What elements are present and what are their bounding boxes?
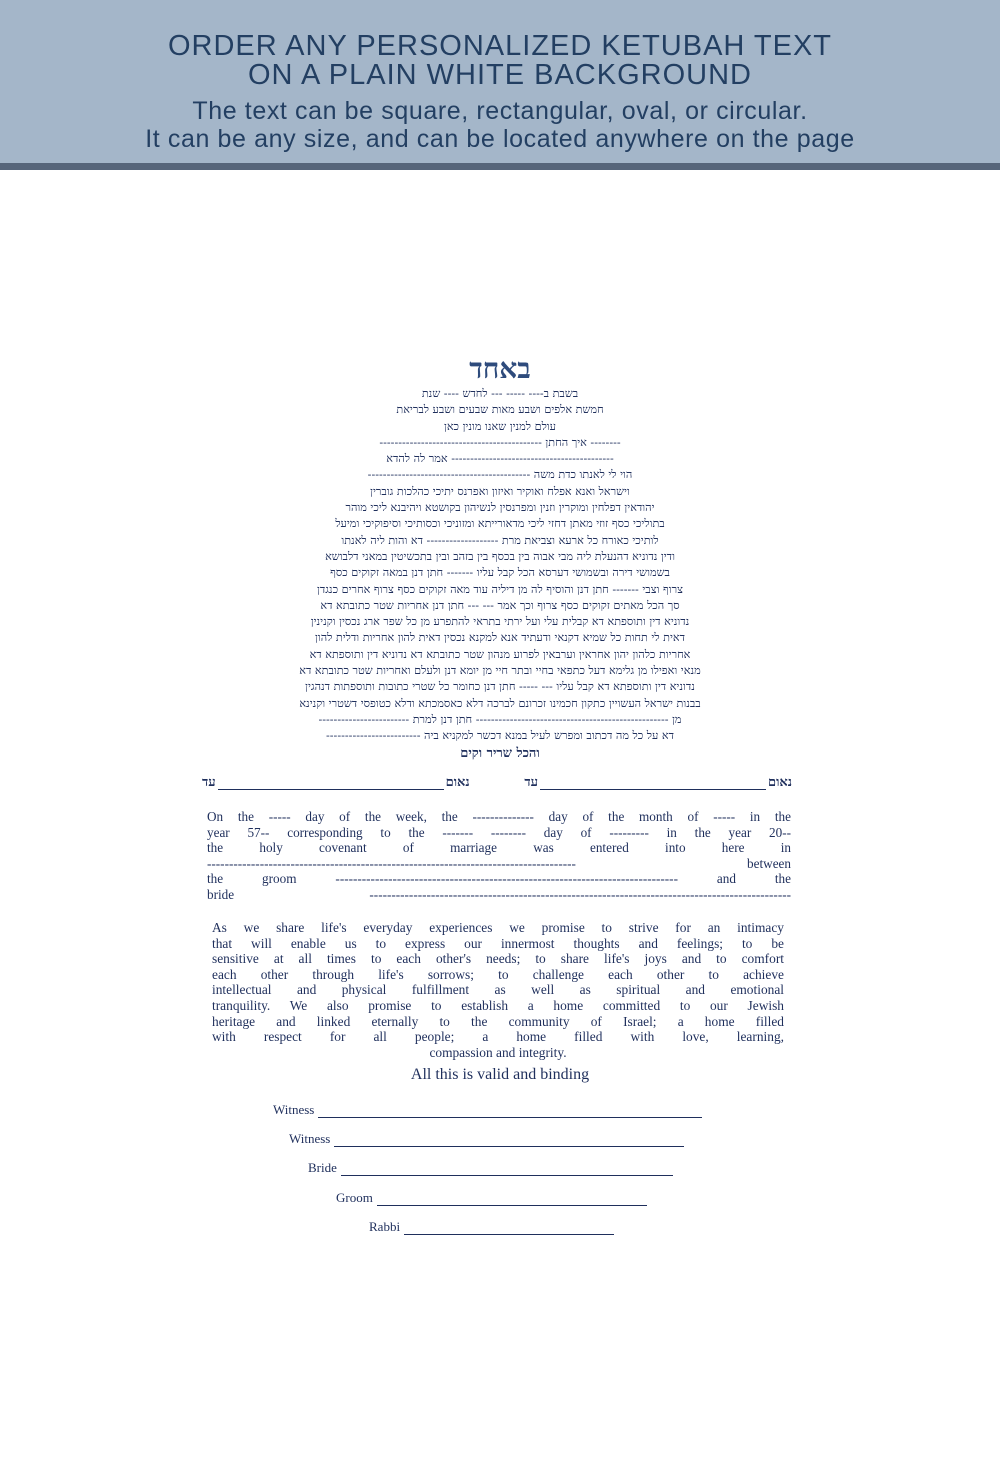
hebrew-final-line: והכל שריר וקים [460, 745, 540, 761]
hebrew-line: חמשת אלפים ושבע מאות שבעים ושבע לבריאת [396, 403, 604, 417]
hebrew-line: בשמושי דירה ובשמושי דערסא הכל קבל עליו ------- חתן דנן במאה זקוקים כסף [330, 566, 670, 580]
neum-label: נאום [445, 775, 470, 790]
hebrew-line: עולם למנין שאנו מונין כאן [443, 419, 556, 433]
english-line: tranquility. We also promise to establish a home committed to our Jewish [212, 997, 784, 1013]
english-line: with respect for all people; a home filled with love, learning, [212, 1029, 784, 1045]
hebrew-line: סך הכל מאתים זקוקים כסף צרוף וכך אמר --- --- חתן דנן אחריות שטר כתובתא דא [320, 598, 680, 612]
signature-label: Rabbi [369, 1219, 401, 1234]
hebrew-line: בתוליכי כסף זוזי מאתן דחזי ליכי מדאורייתא ומזוניכי וכסותיכי וסיפוקיכי ומיעל [335, 517, 665, 531]
signature-line [404, 1222, 614, 1235]
hebrew-line: בבנות ישראל העשויין כתקון חכמינו זכרונם לברכה דלא כאסמכתא ודלא כטופסי דשטרי וקנינא [299, 696, 701, 710]
hebrew-witness-1 [524, 774, 792, 790]
english-vows-paragraph [212, 920, 784, 1060]
banner-headline-line1: ORDER ANY PERSONALIZED KETUBAH TEXT [167, 30, 833, 62]
signature-line [318, 1105, 702, 1118]
signature-witness-1 [273, 1100, 702, 1118]
english-line: that will enable us to express our innermost thoughts and feelings; to be [212, 935, 784, 951]
signature-line [377, 1193, 647, 1206]
witness-signature-line [218, 776, 444, 790]
english-date-paragraph [207, 809, 791, 903]
signature-label: Witness [289, 1131, 331, 1146]
hebrew-witness-2 [202, 774, 470, 790]
english-line: compassion and integrity. [429, 1044, 567, 1060]
hebrew-line: וישראל ואנא אפלח ואוקיר ואיזון ואפרנס יתיכי כהלכות גוברין [370, 484, 630, 498]
hebrew-line: -------- איך החתן ------------------------------------------- [379, 435, 621, 449]
signature-rabbi [369, 1217, 614, 1235]
promo-banner [0, 0, 1000, 170]
neum-label: נאום [767, 775, 792, 790]
witness-label: עד [202, 775, 216, 790]
english-line: As we share life's everyday experiences we promise to strive for an intimacy [212, 920, 784, 935]
witness-signature-line [540, 776, 766, 790]
signature-label: Groom [336, 1190, 373, 1205]
english-line: the groom ------------------------------------------------------------------------------ and the [207, 871, 791, 887]
hebrew-line: הוי לי לאנתו כדת משה ------------------------------------------- [367, 468, 633, 482]
signature-bride [308, 1158, 673, 1176]
english-line: ------------------------------------------------------------------------------------ between [207, 855, 791, 871]
english-line: each other through life's sorrows; to challenge each other to achieve [212, 966, 784, 982]
signature-groom [336, 1188, 647, 1206]
hebrew-line: בשבת ב---- ----- --- לחדש ---- שנת [421, 387, 579, 400]
hebrew-title: באחד [469, 352, 531, 385]
banner-subtext-line1: The text can be square, rectangular, oval, or circular. [192, 97, 808, 125]
english-line: bride ------------------------------------------------------------------------------------------------ [207, 886, 791, 902]
witness-label: עד [524, 775, 538, 790]
hebrew-line: מנאי ואפילו מן גלימא דעל כתפאי בחיי ובתר חיי מן יומא דנן ולעלם ואחריות שטר כתובתא דא [299, 664, 701, 678]
signature-label: Witness [273, 1102, 315, 1117]
signature-label: Bride [308, 1160, 337, 1175]
hebrew-line: יהודאין דפלחין ומוקרין וזנין ומפרנסין לנשיהון בקושטא ויהיבנא ליכי מוהר [345, 501, 655, 515]
banner-subtext-line2: It can be any size, and can be located anywhere on the page [145, 125, 855, 153]
hebrew-ketubah-text [160, 352, 840, 763]
hebrew-line: נדוניא דין ותוספתא דא קבלית עלי ועל ירתי בתראי להתפרע מן כל שפר ארג נכסין וקנינין [310, 615, 690, 629]
hebrew-line: דא על כל מה דכתוב ומפרש לעיל במנא דכשר למקניא ביה ------------------------- [325, 729, 674, 743]
hebrew-witness-row [202, 768, 792, 790]
english-line: sensitive at all times to each other's needs; to share life's joys and to comfort [212, 951, 784, 967]
hebrew-line: דאית לי תחות כל שמיא דקנאי ודעתיד אנא למקנא נכסין דאית להון אחריות ודלית להון [314, 631, 686, 645]
english-line: intellectual and physical fulfillment as well as spiritual and emotional [212, 982, 784, 998]
hebrew-line: צרוף וצבי ------- חתן דנן והוסיף לה מן דיליה עוד מאה זקוקים כסף צרוף אחרים כנגדן [317, 582, 683, 596]
signature-line [341, 1163, 673, 1176]
hebrew-line: מן --------------------------------------------------- חתן דנן למרת ------------------------ [318, 712, 682, 726]
english-line: On the ----- day of the week, the -------------- day of the month of ----- in the [207, 809, 791, 824]
hebrew-line: אחריות כלהון יהון אחראין וערבאין לפרוע מנהון שטר כתובתא דא נדוניא דין ותוספתא דא [309, 647, 691, 661]
english-line: year 57-- corresponding to the ------- -------- day of --------- in the year 20-- [207, 824, 791, 840]
valid-binding-line: All this is valid and binding [410, 1066, 590, 1083]
english-line: heritage and linked eternally to the community of Israel; a home filled [212, 1013, 784, 1029]
hebrew-line: נדוניא דין ותוספתא דא קבל עליו --- ----- חתן דנן כחומר כל שטרי כתובות ותוספתות דנהגין [305, 680, 695, 694]
signature-witness-2 [289, 1129, 684, 1147]
signature-line [334, 1134, 684, 1147]
hebrew-line: לותיכי כאורח כל ארעא וצביאת מרת ------------------- דא והות ליה לאנתו [341, 533, 659, 547]
english-line: the holy covenant of marriage was entered into here in [207, 840, 791, 856]
banner-headline-line2: ON A PLAIN WHITE BACKGROUND [248, 59, 752, 91]
hebrew-line: ------------------------------------------- אמר לה להדא [386, 452, 614, 466]
hebrew-line: ודין נדוניא דהנעלת ליה מבי אבוה בין בכסף בין בזהב ובין בתכשיטין במאני דלבושא [325, 549, 675, 563]
